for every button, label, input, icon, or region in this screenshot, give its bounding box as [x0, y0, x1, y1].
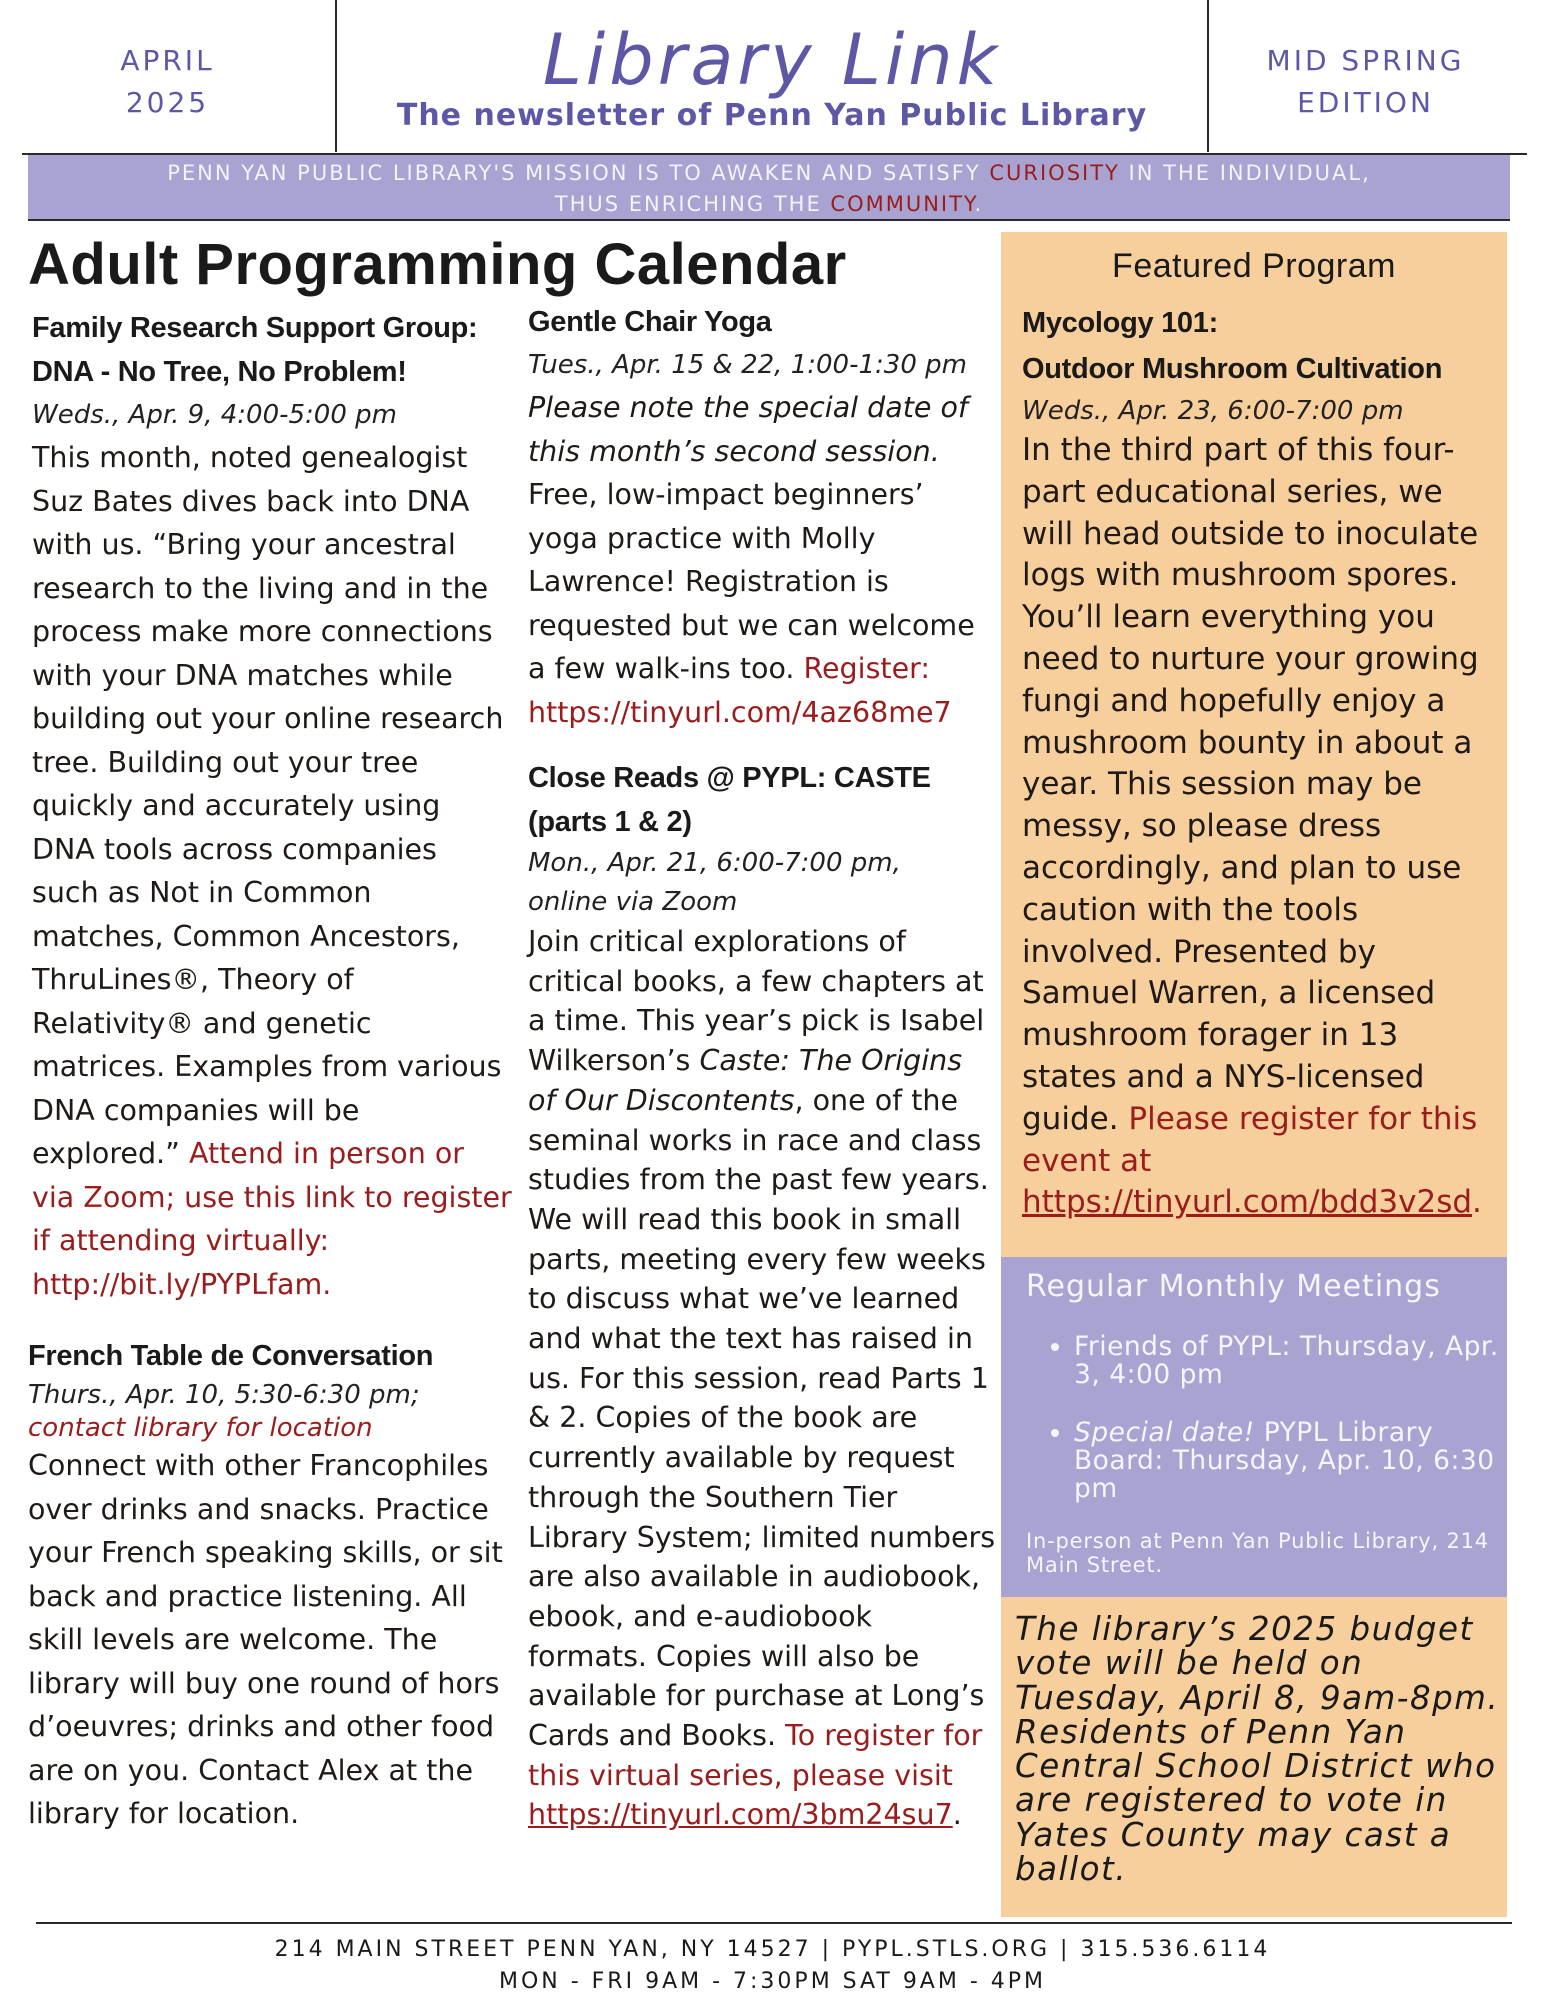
- event-close-reads: [528, 756, 998, 1835]
- meetings-location-note: In-person at Penn Yan Public Library, 214 Main Street.: [1026, 1529, 1489, 1577]
- edition-line-2: EDITION: [1297, 86, 1434, 119]
- event-description: In the third part of this four-part educational series, we will head outside to inoculate logs with mushroom spores. You’ll learn everything you need to nurture your growing fungi and hopefully enjoy a mushroom bounty in about a year. This session may be messy, so please dress accordingly, and plan to use caution with the tools involved. Presented by Samuel Warren, a licensed mushroom forager in 13 states and a NYS-licensed guide. Please register for this event at https://tinyurl.com/bdd3v2sd.: [1022, 432, 1482, 1221]
- issue-date: [0, 40, 335, 124]
- footer-rule: [36, 1922, 1512, 1924]
- issue-year: 2025: [125, 86, 210, 119]
- issue-month: APRIL: [120, 44, 215, 77]
- event-note: Please note the special date of this month’s second session.: [528, 391, 968, 468]
- mission-highlight-community: COMMUNITY: [830, 192, 975, 216]
- footer-contact: 214 MAIN STREET PENN YAN, NY 14527 | PYPL.STLS.ORG | 315.536.6114: [274, 1937, 1271, 1962]
- event-title: Close Reads @ PYPL: CASTE (parts 1 & 2): [528, 762, 931, 838]
- book-title: Caste: The Origins of Our Discontents: [528, 1044, 963, 1117]
- featured-program: [1022, 300, 1500, 1224]
- list-item: • Special date! PYPL Library Board: Thursday, Apr. 10, 6:30 pm: [1074, 1419, 1514, 1503]
- edition-label: [1208, 40, 1523, 124]
- event-description: This month, noted genealogist Suz Bates dives back into DNA with us. “Bring your ancestral research to the living and in the process make more connections with your DNA matches while building out your online research tree. Building out your tree quickly and accurately using DNA tools across companies such as Not in Common matches, Common Ancestors, ThruLines®, Theory of Relativity® and genetic matrices. Examples from various DNA companies will be explored.” Attend in person or via Zoom; use this link to register if attending virtually: http://bit.ly/PYPLfam.: [32, 441, 512, 1301]
- event-chair-yoga: [528, 300, 998, 734]
- event-title: Mycology 101: Outdoor Mushroom Cultivation: [1022, 307, 1443, 385]
- event-date: Weds., Apr. 9, 4:00-5:00 pm: [32, 400, 397, 430]
- register-link[interactable]: https://tinyurl.com/4az68me7: [528, 695, 952, 729]
- event-date: Mon., Apr. 21, 6:00-7:00 pm, online via Zoom: [528, 848, 901, 917]
- event-title: Family Research Support Group: DNA - No Tree, No Problem!: [32, 312, 478, 388]
- event-location-note: contact library for location: [28, 1413, 373, 1443]
- event-description: Connect with other Francophiles over drinks and snacks. Practice your French speaking skills, or sit back and practice listening. All skill levels are welcome. The library will buy one round of hors d’oeuvres; drinks and other food are on you. Contact Alex at the library for location.: [28, 1449, 503, 1830]
- newsletter-subtitle: The newsletter of Penn Yan Public Library: [396, 98, 1148, 133]
- newsletter-title: Library Link: [542, 19, 1002, 101]
- event-title: Gentle Chair Yoga: [528, 306, 772, 338]
- event-french-table: [28, 1334, 508, 1836]
- footer-hours: MON - FRI 9AM - 7:30PM SAT 9AM - 4PM: [498, 1969, 1047, 1994]
- featured-heading: Featured Program: [1112, 247, 1396, 285]
- event-date: Thurs., Apr. 10, 5:30-6:30 pm;: [28, 1380, 420, 1410]
- event-family-research: [32, 306, 512, 1306]
- event-description: Please note the special date of this month’s second session. Free, low-impact beginners’ yoga practice with Molly Lawrence! Registration is requested but we can welcome a few walk-ins too. Register: https://tinyurl.com/4az68me7: [528, 391, 975, 729]
- register-link[interactable]: https://tinyurl.com/bdd3v2sd: [1022, 1184, 1473, 1221]
- event-description: Join critical explorations of critical books, a few chapters at a time. This year’s pick is Isabel Wilkerson’s Caste: The Origins of Our Discontents, one of the seminal works in race and class studies from the past few years. We will read this book in small parts, meeting every few weeks to discuss what we’ve learned and what the text has raised in us. For this session, read Parts 1 & 2. Copies of the book are currently available by request through the Southern Tier Library System; limited numbers are also available in audiobook, ebook, and e-audiobook formats. Copies will also be available for purchase at Long’s Cards and Books. To register for this virtual series, please visit https://tinyurl.com/3bm24su7.: [528, 925, 996, 1832]
- mission-banner: [28, 155, 1510, 221]
- list-item: • Friends of PYPL: Thursday, Apr. 3, 4:00 pm: [1074, 1333, 1514, 1389]
- mission-highlight-curiosity: CURIOSITY: [989, 161, 1120, 185]
- meetings-list: [1038, 1333, 1514, 1533]
- register-link[interactable]: Attend in person or via Zoom; use this link to register if attending virtually: http://bit.ly/PYPLfam.: [32, 1137, 512, 1301]
- event-date: Tues., Apr. 15 & 22, 1:00-1:30 pm: [528, 350, 967, 380]
- event-title: French Table de Conversation: [28, 1340, 434, 1372]
- register-link[interactable]: https://tinyurl.com/3bm24su7: [528, 1798, 953, 1832]
- calendar-heading: Adult Programming Calendar: [28, 232, 847, 297]
- mission-line-2: THUS ENRICHING THE COMMUNITY.: [554, 192, 984, 216]
- meetings-heading: Regular Monthly Meetings: [1026, 1269, 1441, 1304]
- budget-vote-notice: The library’s 2025 budget vote will be held on Tuesday, April 8, 9am-8pm. Residents of Penn Yan Central School District who are registered to vote in Yates County may cast a ballot.: [1015, 1610, 1500, 1889]
- mission-line-1: PENN YAN PUBLIC LIBRARY'S MISSION IS TO AWAKEN AND SATISFY CURIOSITY IN THE INDIVIDUAL,: [167, 161, 1371, 185]
- event-date: Weds., Apr. 23, 6:00-7:00 pm: [1022, 396, 1404, 426]
- edition-line-1: MID SPRING: [1266, 44, 1465, 77]
